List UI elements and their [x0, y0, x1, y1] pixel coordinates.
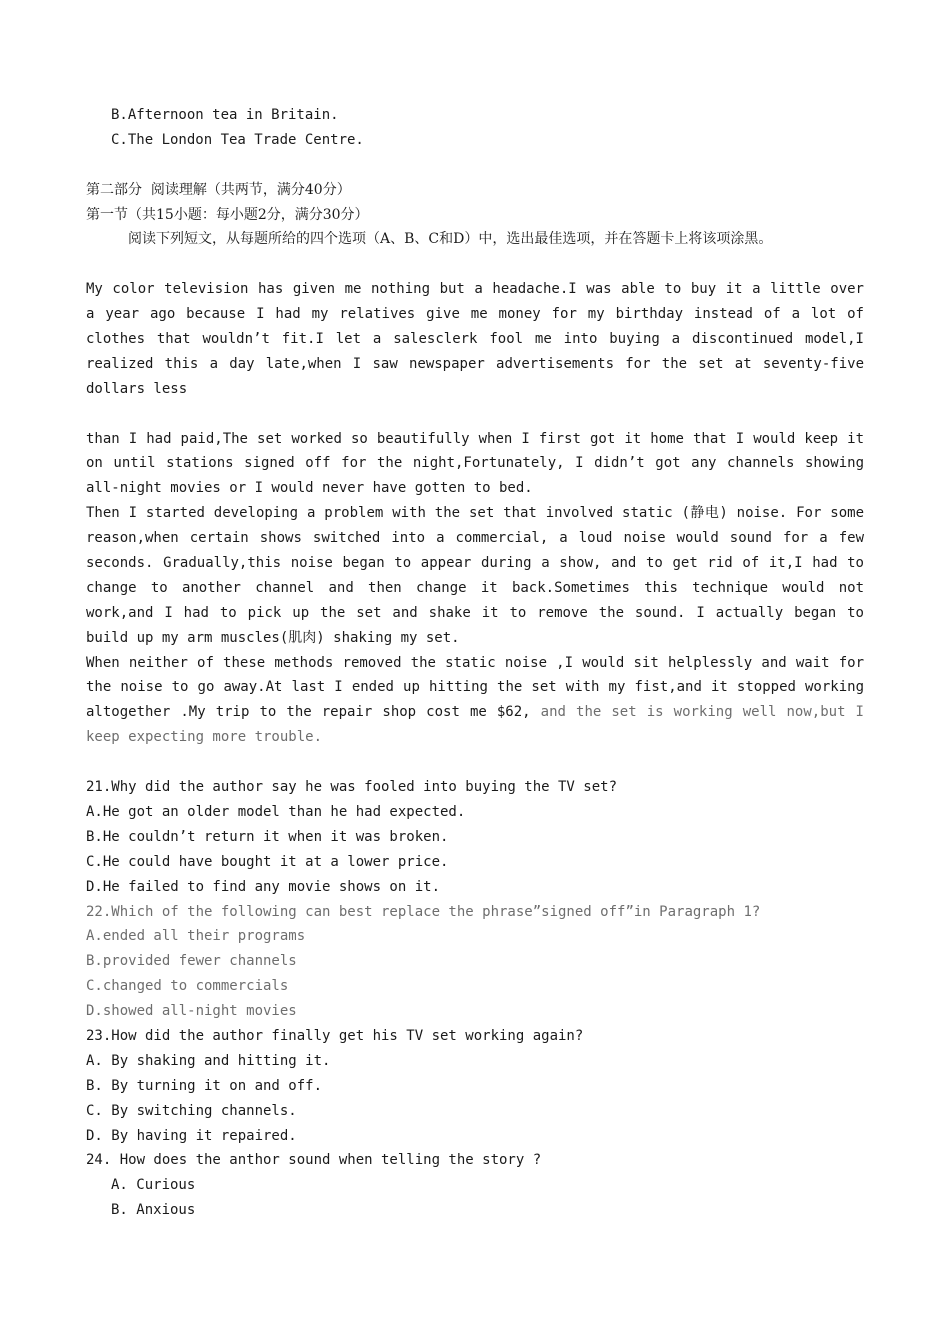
passage-line: My color television has given me nothing but a headache.I was able to buy it a little over	[86, 281, 864, 298]
option-b-tea: B.Afternoon tea in Britain.	[111, 107, 339, 123]
answer-option: D. By having it repaired.	[86, 1127, 297, 1144]
answer-option: B.provided fewer channels	[86, 953, 297, 970]
answer-option: C.He could have bought it at a lower price.	[86, 853, 449, 870]
instruction: 阅读下列短文，从每题所给的四个选项（A、B、C和D）中，选出最佳选项，并在答题卡上将该项涂黑。	[128, 231, 773, 248]
passage-line: Then I started developing a problem with the set that involved static (静电) noise. For some	[86, 505, 864, 522]
passage-line: change to another channel and then change it back.Sometimes this technique would not	[86, 579, 864, 596]
question-stem: 23.How did the author finally get his TV set working again?	[86, 1027, 584, 1044]
passage-line: than I had paid,The set worked so beautifully when I first got it home that I would keep it	[86, 430, 864, 447]
answer-option: A. By shaking and hitting it.	[86, 1052, 331, 1069]
passage-line: all-night movies or I would never have gotten to bed.	[86, 480, 533, 497]
answer-option: B. Anxious	[111, 1202, 196, 1219]
passage-line: the noise to go away.At last I ended up hitting the set with my fist,and it stopped working	[86, 679, 864, 696]
answer-option: C.changed to commercials	[86, 978, 289, 995]
question-stem: 22.Which of the following can best replace the phrase”signed off”in Paragraph 1?	[86, 903, 761, 920]
passage-line: When neither of these methods removed the static noise ,I would sit helplessly and wait for	[86, 654, 864, 671]
passage-line: realized this a day late,when I saw newspaper advertisements for the set at seventy-five	[86, 355, 864, 372]
passage-line: dollars less	[86, 380, 188, 397]
answer-option: D.He failed to find any movie shows on it.	[86, 878, 441, 895]
question-22	[86, 900, 864, 1024]
passage-text-faded: and the set is working well now,but I	[540, 704, 864, 721]
answer-option: B.He couldn’t return it when it was broken.	[86, 828, 449, 845]
question-21	[86, 775, 864, 899]
passage-line	[86, 700, 864, 725]
answer-option: C. By switching channels.	[86, 1102, 297, 1119]
exam-page	[86, 103, 864, 1223]
question-24	[86, 1148, 864, 1223]
question-stem: 21.Why did the author say he was fooled into buying the TV set?	[86, 779, 618, 796]
passage-line: build up my arm muscles(肌肉) shaking my set.	[86, 629, 460, 646]
passage-line: reason,when certain shows switched into a commercial, a loud noise would sound for a few	[86, 530, 864, 547]
passage-line: work,and I had to pick up the set and shake it to remove the sound. I actually began to	[86, 604, 864, 621]
passage-line: a year ago because I had my relatives give me money for my birthday instead of a lot of	[86, 306, 864, 323]
part-title: 第二部分 阅读理解（共两节，满分40分）	[86, 181, 351, 198]
answer-option: A. Curious	[111, 1177, 196, 1194]
question-23	[86, 1024, 864, 1148]
answer-option: D.showed all-night movies	[86, 1003, 297, 1020]
passage-text-dark: altogether .My trip to the repair shop cost me $62,	[86, 704, 531, 721]
option-c-tea: C.The London Tea Trade Centre.	[111, 131, 364, 148]
question-stem: 24. How does the anthor sound when telling the story ?	[86, 1152, 542, 1169]
passage-line: on until stations signed off for the night,Fortunately, I didn’t got any channels showing	[86, 455, 864, 472]
passage-line: keep expecting more trouble.	[86, 729, 323, 746]
answer-option: B. By turning it on and off.	[86, 1077, 323, 1094]
answer-option: A.He got an older model than he had expected.	[86, 803, 466, 820]
passage-line: clothes that wouldn’t fit.I let a salesclerk fool me into buying a discontinued model,I	[86, 331, 864, 348]
answer-option: A.ended all their programs	[86, 928, 306, 945]
subsection-title: 第一节（共15小题：每小题2分，满分30分）	[86, 206, 369, 223]
passage-line: seconds. Gradually,this noise began to appear during a show, and to get rid of it,I had to	[86, 555, 864, 572]
passage	[86, 277, 864, 750]
